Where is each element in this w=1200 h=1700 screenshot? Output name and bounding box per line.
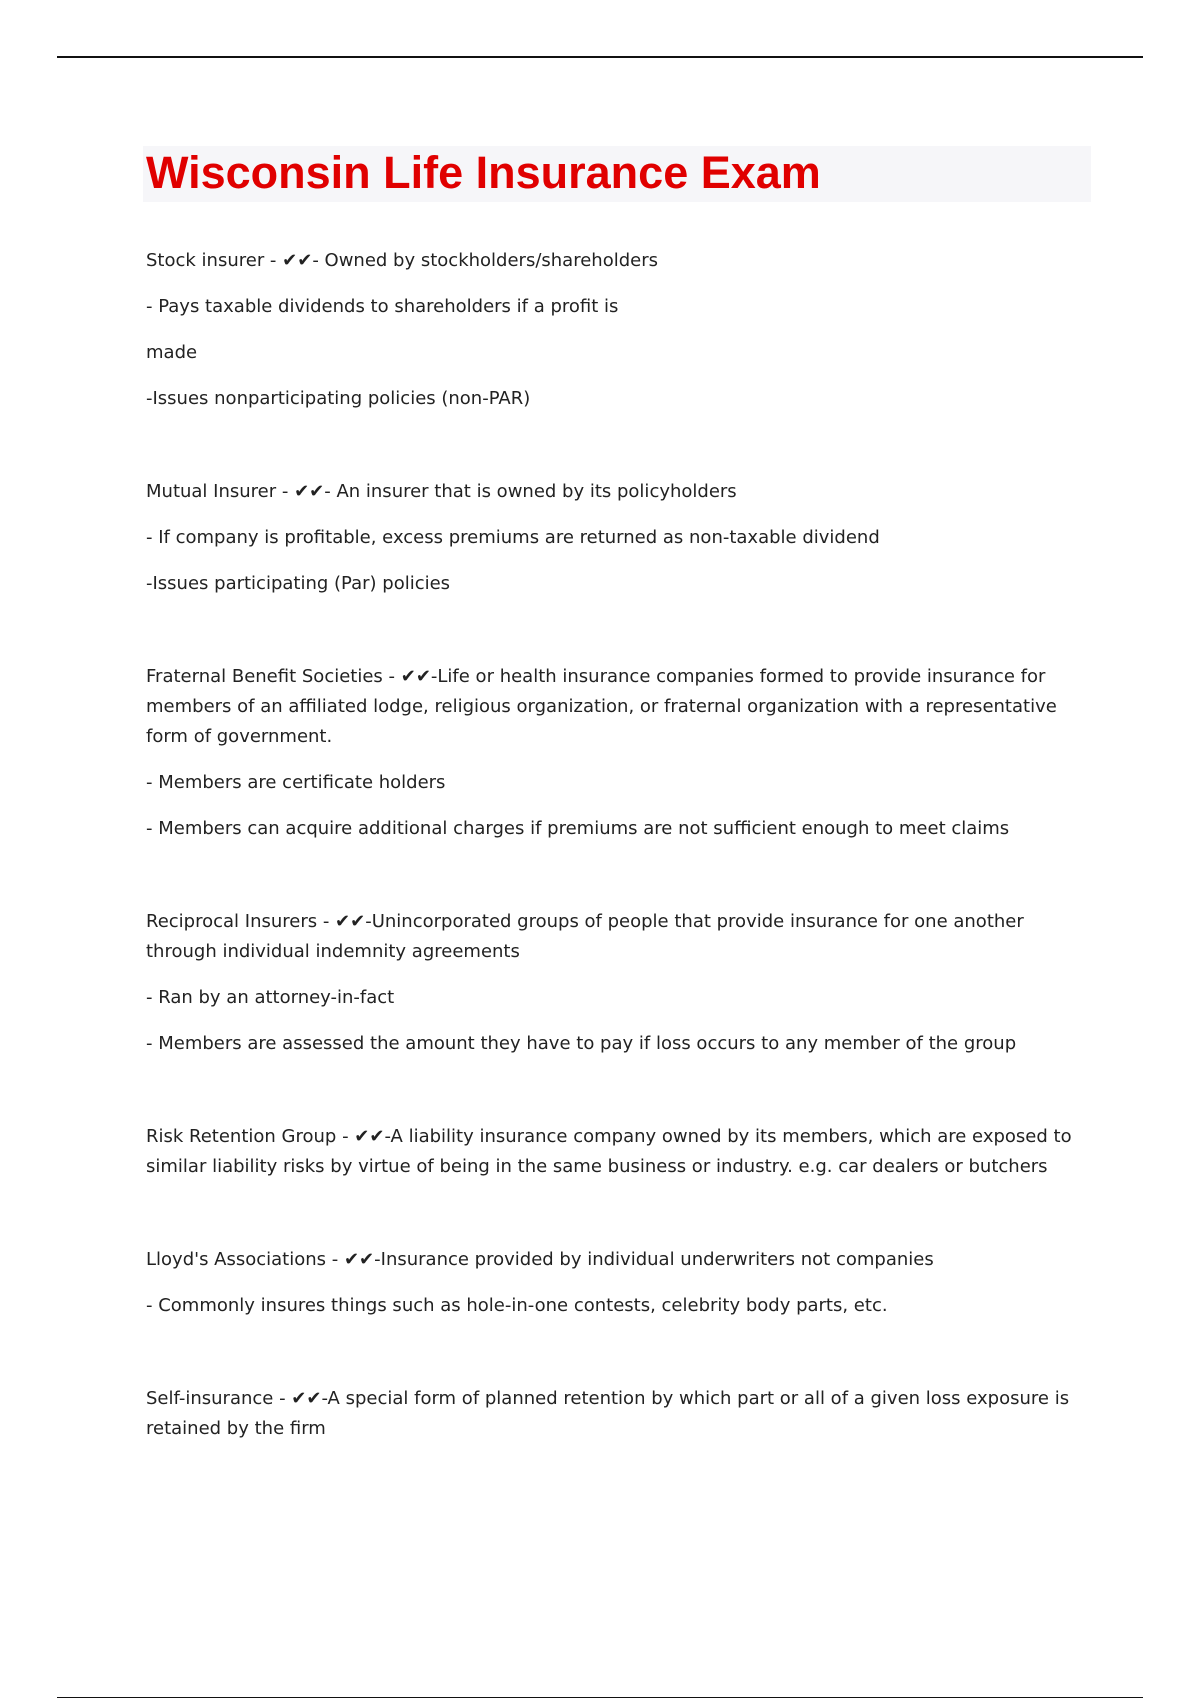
section-self-insurance <box>146 1384 1076 1444</box>
section-stock-insurer <box>146 246 1076 414</box>
definition-line: Mutual Insurer - ✔✔- An insurer that is owned by its policyholders <box>146 481 737 502</box>
bullet-line: - If company is profitable, excess premiums are returned as non-taxable dividend <box>146 527 880 548</box>
section-risk-retention-group <box>146 1122 1076 1182</box>
bullet-line: made <box>146 342 198 363</box>
definition-line: Stock insurer - ✔✔- Owned by stockholders/shareholders <box>146 250 658 271</box>
top-divider <box>57 56 1143 58</box>
section-reciprocal-insurers <box>146 907 1076 1059</box>
document-body <box>146 246 1076 1507</box>
definition-line: Risk Retention Group - ✔✔-A liability insurance company owned by its members, which are exposed to similar liability risks by virtue of being in the same business or industry. e.g. car dealers or butchers <box>146 1126 1072 1177</box>
section-mutual-insurer <box>146 477 1076 599</box>
bullet-line: -Issues participating (Par) policies <box>146 573 451 594</box>
bottom-divider <box>57 1697 1143 1698</box>
bullet-line: -Issues nonparticipating policies (non-PAR) <box>146 388 531 409</box>
definition-line: Fraternal Benefit Societies - ✔✔-Life or health insurance companies formed to provide insurance for members of an affiliated lodge, religious organization, or fraternal organization with a representative form of government. <box>146 666 1057 747</box>
section-lloyds-associations <box>146 1245 1076 1321</box>
document-title: Wisconsin Life Insurance Exam <box>146 147 821 198</box>
bullet-line: - Members can acquire additional charges if premiums are not sufficient enough to meet claims <box>146 818 1010 839</box>
definition-line: Reciprocal Insurers - ✔✔-Unincorporated groups of people that provide insurance for one another through individual indemnity agreements <box>146 911 1024 962</box>
bullet-line: - Members are certificate holders <box>146 772 446 793</box>
definition-line: Self-insurance - ✔✔-A special form of planned retention by which part or all of a given loss exposure is retained by the firm <box>146 1388 1070 1439</box>
bullet-line: - Pays taxable dividends to shareholders if a profit is <box>146 296 619 317</box>
section-fraternal-benefit-societies <box>146 662 1076 844</box>
bullet-line: - Commonly insures things such as hole-in-one contests, celebrity body parts, etc. <box>146 1295 888 1316</box>
bullet-line: - Ran by an attorney-in-fact <box>146 987 395 1008</box>
bullet-line: - Members are assessed the amount they have to pay if loss occurs to any member of the group <box>146 1033 1017 1054</box>
definition-line: Lloyd's Associations - ✔✔-Insurance provided by individual underwriters not companies <box>146 1249 934 1270</box>
